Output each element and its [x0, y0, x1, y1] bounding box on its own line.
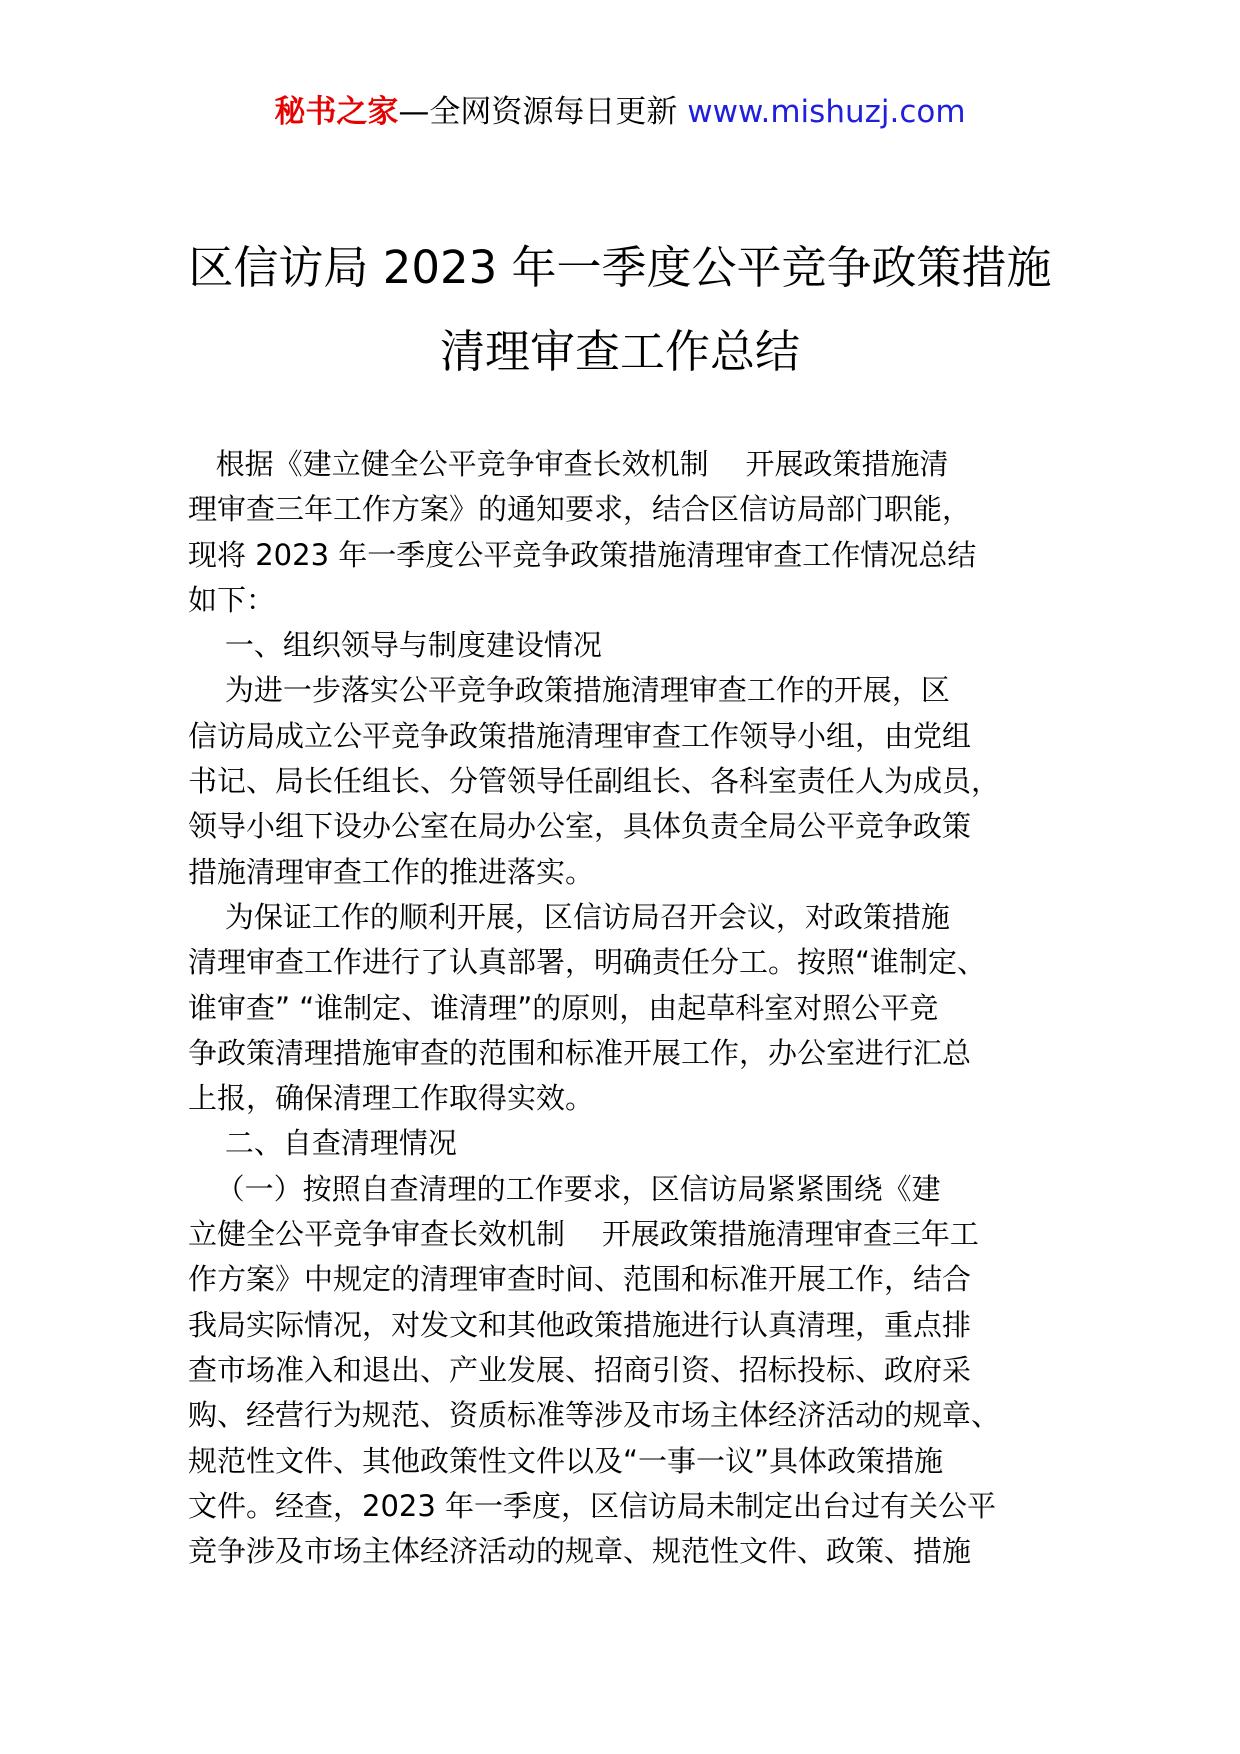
body-line: 领导小组下设办公室在局办公室，具体负责全局公平竞争政策 — [188, 809, 972, 844]
document-title — [0, 226, 1240, 394]
body-line: 规范性文件、其他政策性文件以及“一事一议”具体政策措施 — [188, 1443, 944, 1478]
section-heading: 一、组织领导与制度建设情况 — [188, 628, 602, 663]
site-header — [0, 92, 1240, 132]
body-line: 作方案》中规定的清理审查时间、范围和标准开展工作，结合 — [188, 1262, 972, 1297]
body-line: 我局实际情况，对发文和其他政策措施进行认真清理，重点排 — [188, 1307, 972, 1342]
site-url-link[interactable]: www.mishuzj.com — [687, 94, 966, 130]
body-line: 文件。经查，2023 年一季度，区信访局未制定出台过有关公平 — [188, 1488, 997, 1523]
body-line: 立健全公平竞争审查长效机制 开展政策措施清理审查三年工 — [188, 1217, 979, 1252]
body-line: 如下： — [188, 582, 276, 617]
body-line: 根据《建立健全公平竞争审查长效机制 开展政策措施清 — [188, 447, 949, 481]
site-tagline: —全网资源每日更新 — [398, 94, 678, 130]
body-line: 清理审查工作进行了认真部署，明确责任分工。按照“谁制定、 — [188, 945, 987, 980]
body-line: 信访局成立公平竞争政策措施清理审查工作领导小组，由党组 — [188, 718, 972, 753]
body-line: 购、经营行为规范、资质标准等涉及市场主体经济活动的规章、 — [188, 1398, 1001, 1433]
body-line: 书记、局长任组长、分管领导任副组长、各科室责任人为成员， — [188, 764, 1001, 799]
body-line: 现将 2023 年一季度公平竞争政策措施清理审查工作情况总结 — [188, 537, 977, 572]
body-line: 谁审查” “谁制定、谁清理”的原则，由起草科室对照公平竞 — [188, 990, 939, 1025]
title-line-1: 区信访局 2023 年一季度公平竞争政策措施 — [188, 241, 1052, 294]
document-body — [188, 442, 1048, 1574]
body-line: 查市场准入和退出、产业发展、招商引资、招标投标、政府采 — [188, 1352, 972, 1387]
body-line: 争政策清理措施审查的范围和标准开展工作，办公室进行汇总 — [188, 1035, 972, 1070]
title-line-2: 清理审查工作总结 — [439, 325, 800, 378]
body-line: （一）按照自查清理的工作要求，区信访局紧紧围绕《建 — [188, 1171, 941, 1206]
site-brand: 秘书之家 — [274, 94, 399, 130]
body-line: 理审查三年工作方案》的通知要求，结合区信访局部门职能， — [188, 492, 972, 527]
body-line: 竞争涉及市场主体经济活动的规章、规范性文件、政策、措施 — [188, 1534, 972, 1569]
body-line: 上报，确保清理工作取得实效。 — [188, 1081, 595, 1116]
body-line: 为进一步落实公平竞争政策措施清理审查工作的开展，区 — [188, 673, 950, 708]
section-heading: 二、自查清理情况 — [188, 1126, 457, 1161]
body-line: 措施清理审查工作的推进落实。 — [188, 854, 595, 889]
body-line: 为保证工作的顺利开展，区信访局召开会议，对政策措施 — [188, 899, 950, 934]
